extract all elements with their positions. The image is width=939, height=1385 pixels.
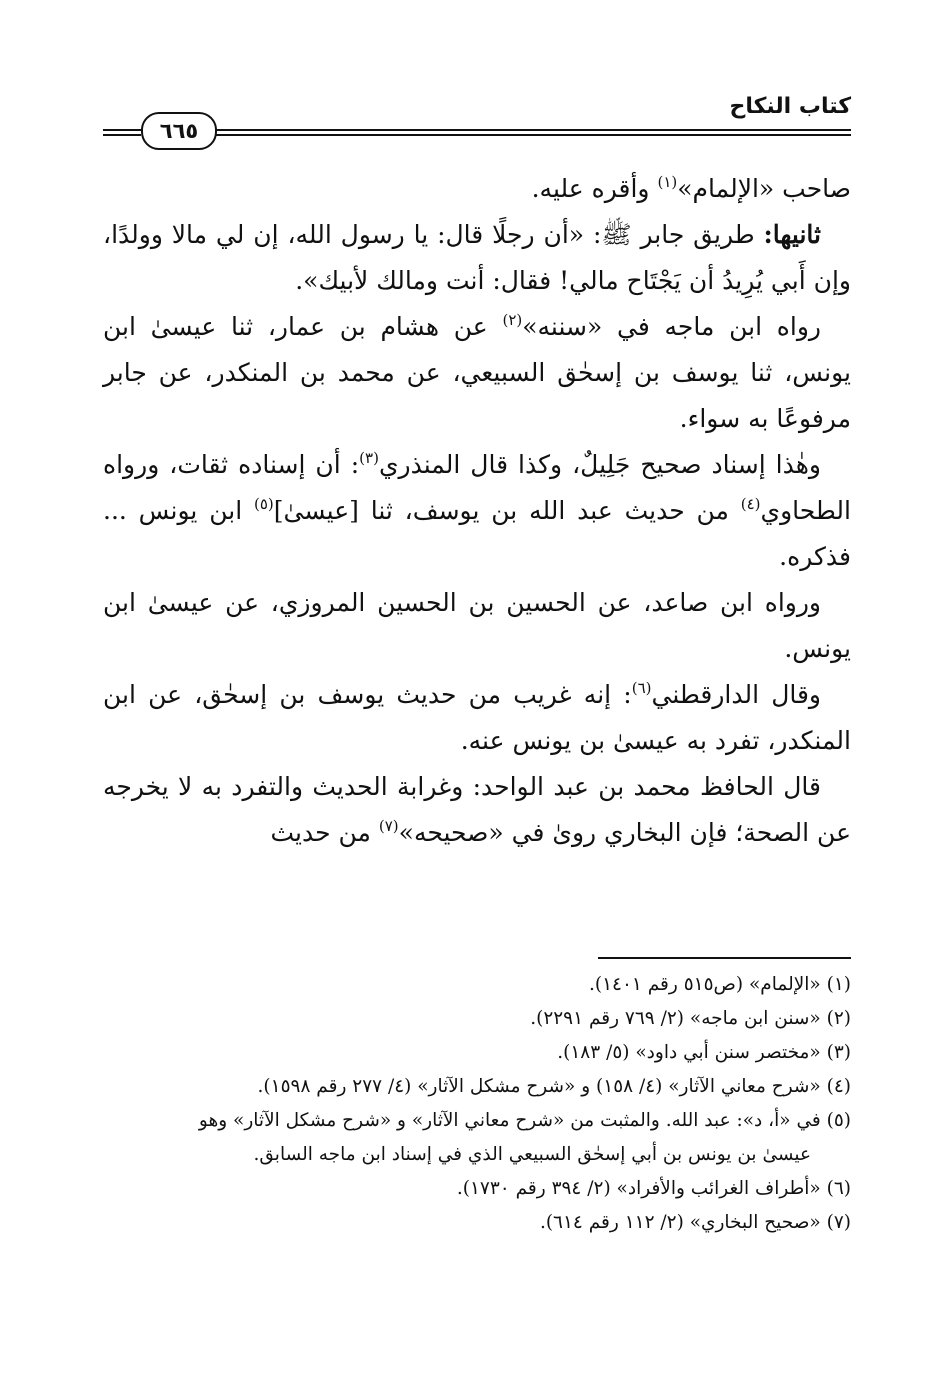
footnote-ref-6: (٦) [631, 679, 652, 697]
paragraph-3: رواه ابن ماجه في «سننه»$^{(٢)}$ عن هشام بن عمار، ثنا عيسىٰ ابن يونس، ثنا يوسف بن إسحٰق السبيعي، عن محمد بن المنكدر، عن جابر مرفوعًا به سواء. [103, 311, 851, 433]
footnote-ref-5: (٥) [253, 495, 274, 513]
footnote-4: (٤) «شرح معاني الآثار» (٤/ ١٥٨) و «شرح مشكل الآثار» (٤/ ٢٧٧ رقم ١٥٩٨). [257, 1076, 851, 1097]
page-header [103, 92, 851, 152]
paragraph-4: وهٰذا إسناد صحيح جَلِيلٌ، وكذا قال المنذري$^{(٣)}$: أن إسناده ثقات، ورواه الطحاوي$^{(٤)}$ من حديث عبد الله بن يوسف، ثنا [عيسىٰ]$^{(٥)}$ ابن يونس ... فذكره. [103, 449, 851, 571]
footnote-separator [598, 957, 851, 959]
footnote-2: (٢) «سنن ابن ماجه» (٢/ ٧٦٩ رقم ٢٢٩١). [530, 1008, 851, 1029]
page-number: ٦٦٥ [141, 112, 217, 150]
footnote-7: (٧) «صحيح البخاري» (٢/ ١١٢ رقم ٦١٤). [539, 1212, 851, 1233]
footnote-ref-7: (٧) [378, 817, 399, 835]
footnote-1: (١) «الإلمام» (ص٥١٥ رقم ١٤٠١). [588, 974, 851, 995]
footnote-ref-3: (٣) [359, 449, 379, 467]
footnote-3: (٣) «مختصر سنن أبي داود» (٥/ ١٨٣). [557, 1042, 851, 1063]
paragraph-2: ثانيها: طريق جابر ﷺ: «أن رجلًا قال: يا رسول الله، إن لي مالا وولدًا، وإن أَبي يُرِيدُ أن يَجْتَاح مالي! فقال: أنت ومالك لأبيك». [103, 220, 851, 295]
paragraph-6: وقال الدارقطني$^{(٦)}$: إنه غريب من حديث يوسف بن إسحٰق، عن ابن المنكدر، تفرد به عيسىٰ بن يونس عنه. [103, 679, 851, 755]
footnote-ref-2: (٢) [502, 311, 523, 329]
paragraph-lead: ثانيها: [763, 220, 821, 249]
footnote-5-continued: عيسىٰ بن يونس بن أبي إسحٰق السبيعي الذي في إسناد ابن ماجه السابق. [253, 1144, 811, 1165]
footnotes [103, 968, 851, 1240]
main-text [103, 166, 851, 856]
paragraph-7: قال الحافظ محمد بن عبد الواحد: وغرابة الحديث والتفرد به لا يخرجه عن الصحة؛ فإن البخاري روىٰ في «صحيحه»$^{(٧)}$ من حديث [103, 772, 851, 847]
book-title: كتاب النكاح [729, 94, 851, 119]
footnote-ref-1: (١) [657, 173, 678, 191]
paragraph-5: ورواه ابن صاعد، عن الحسين بن الحسين المروزي، عن عيسىٰ ابن يونس. [103, 588, 851, 663]
footnote-5: (٥) في «أ، د»: عبد الله. والمثبت من «شرح معاني الآثار» و «شرح مشكل الآثار» وهو [198, 1110, 851, 1131]
paragraph-1: صاحب «الإلمام»$^{(١)}$ وأقره عليه. [531, 173, 851, 203]
footnote-6: (٦) «أطراف الغرائب والأفراد» (٢/ ٣٩٤ رقم ١٧٣٠). [456, 1178, 851, 1199]
footnote-ref-4: (٤) [740, 495, 761, 513]
header-rule-left [103, 129, 141, 136]
header-rule-right [215, 129, 851, 136]
